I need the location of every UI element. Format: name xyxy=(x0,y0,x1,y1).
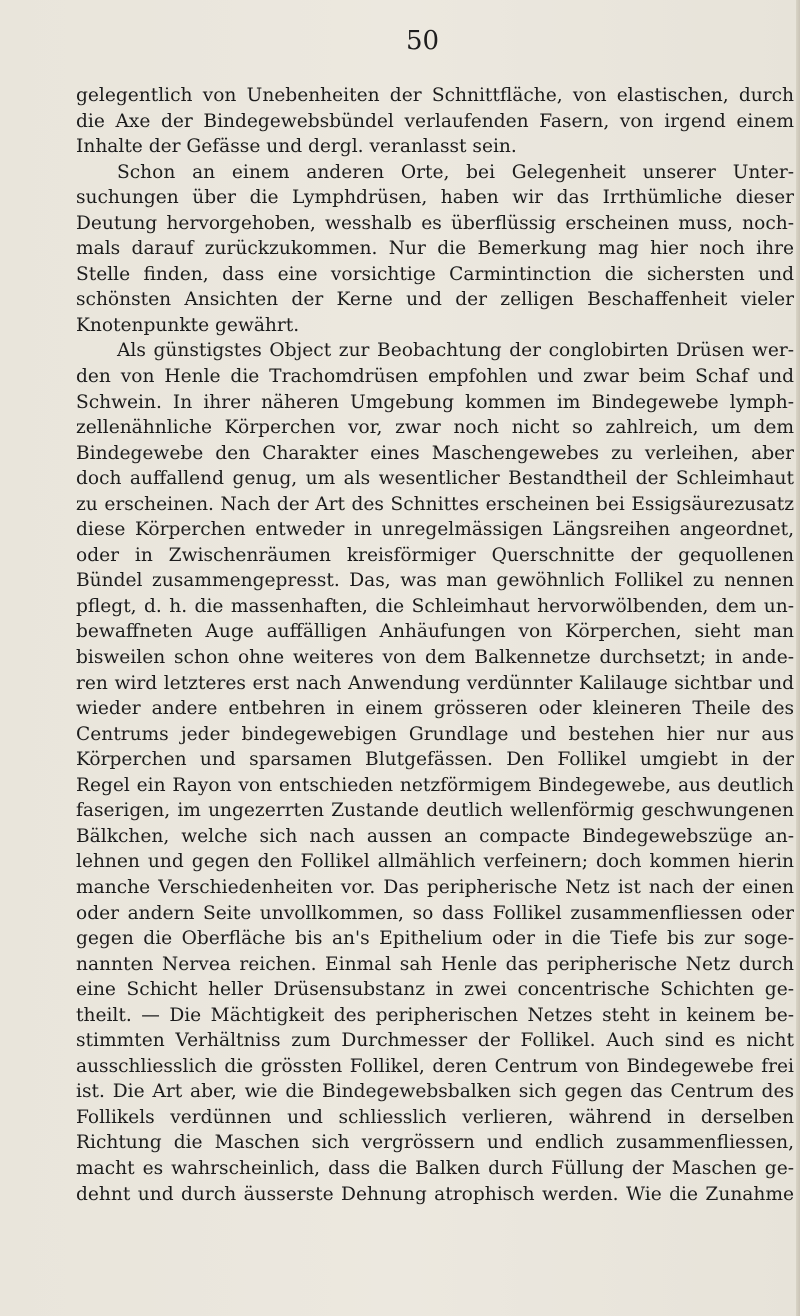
page-edge xyxy=(796,0,800,1316)
paragraph-trachomdruesen: Als günstigstes Object zur Beobachtung der conglobirten Drüsen wer-den von Henle die Trachomdrüsen empfohlen und zwar beim Schaf und Schwein. In ihrer näheren Umgebung kommen im Bindegewebe lymph-zellenähnliche Körperchen vor, zwar noch nicht so zahlreich, um dem Bindegewebe den Charakter eines Maschengewebes zu verleihen, aber doch auffallend genug, um als wesentlicher Bestandtheil der Schleimhaut zu erscheinen. Nach der Art des Schnittes erscheinen bei Essigsäurezusatz diese Körperchen entweder in unregelmässigen Längsreihen angeordnet, oder in Zwischenräumen kreisförmiger Querschnitte der gequollenen Bündel zusammengepresst. Das, was man gewöhnlich Follikel zu nennen pflegt, d. h. die massenhaften, die Schleimhaut hervorwölbenden, dem un-bewaffneten Auge auffälligen Anhäufungen von Körperchen, sieht man bisweilen schon ohne weiteres von dem Balkennetze durchsetzt; in ande-ren wird letzteres erst nach Anwendung verdünnter Kalilauge sichtbar und wieder andere entbehren in einem grösseren oder kleineren Theile des Centrums jeder bindegewebigen Grundlage und bestehen hier nur aus Körperchen und sparsamen Blutgefässen. Den Follikel umgiebt in der Regel ein Rayon von entschieden netzförmigem Bindegewebe, aus deutlich faserigen, im ungezerrten Zustande deutlich wellenförmig geschwungenen Bälkchen, welche sich nach aussen an compacte Bindegewebszüge an-lehnen und gegen den Follikel allmählich verfeinern; doch kommen hierin manche Verschiedenheiten vor. Das peripherische Netz ist nach der einen oder andern Seite unvollkommen, so dass Follikel zusammenfliessen oder gegen die Oberfläche bis an's Epithelium oder in die Tiefe bis zur soge-nannten Nervea reichen. Einmal sah Henle das peripherische Netz durch eine Schicht heller Drüsensubstanz in zwei concentrische Schichten ge-theilt. — Die Mächtigkeit des peripherischen Netzes steht in keinem be-stimmten Verhältniss zum Durchmesser der Follikel. Auch sind es nicht ausschliesslich die grössten Follikel, deren Centrum von Bindegewebe frei ist. Die Art aber, wie die Bindegewebsbalken sich gegen das Centrum des Follikels verdünnen und schliesslich verlieren, während in derselben Richtung die Maschen sich vergrössern und endlich zusammenfliessen, macht es wahrscheinlich, dass die Balken durch Füllung der Maschen ge-dehnt und durch äusserste Dehnung atrophisch werden. Wie die Zunahme xyxy=(76,340,794,1205)
paragraph-carmintinction: Schon an einem anderen Orte, bei Gelegenheit unserer Unter-suchungen über die Lymphdrüsen, haben wir das Irrthümliche dieser Deutung hervorgehoben, wesshalb es überflüssig erscheinen muss, noch-mals darauf zurückzukommen. Nur die Bemerkung mag hier noch ihre Stelle finden, dass eine vorsichtige Carmintinction die sichersten und schönsten Ansichten der Kerne und der zelligen Beschaffenheit vieler Knotenpunkte gewährt. xyxy=(76,161,794,336)
page-number: 50 xyxy=(406,26,440,56)
paragraph-continuation: gelegentlich von Unebenheiten der Schnittfläche, von elastischen, durch die Axe der Bindegewebsbündel verlaufenden Fasern, von irgend einem Inhalte der Gefässe und dergl. veranlasst sein. xyxy=(76,85,794,158)
body-text xyxy=(76,83,794,1207)
